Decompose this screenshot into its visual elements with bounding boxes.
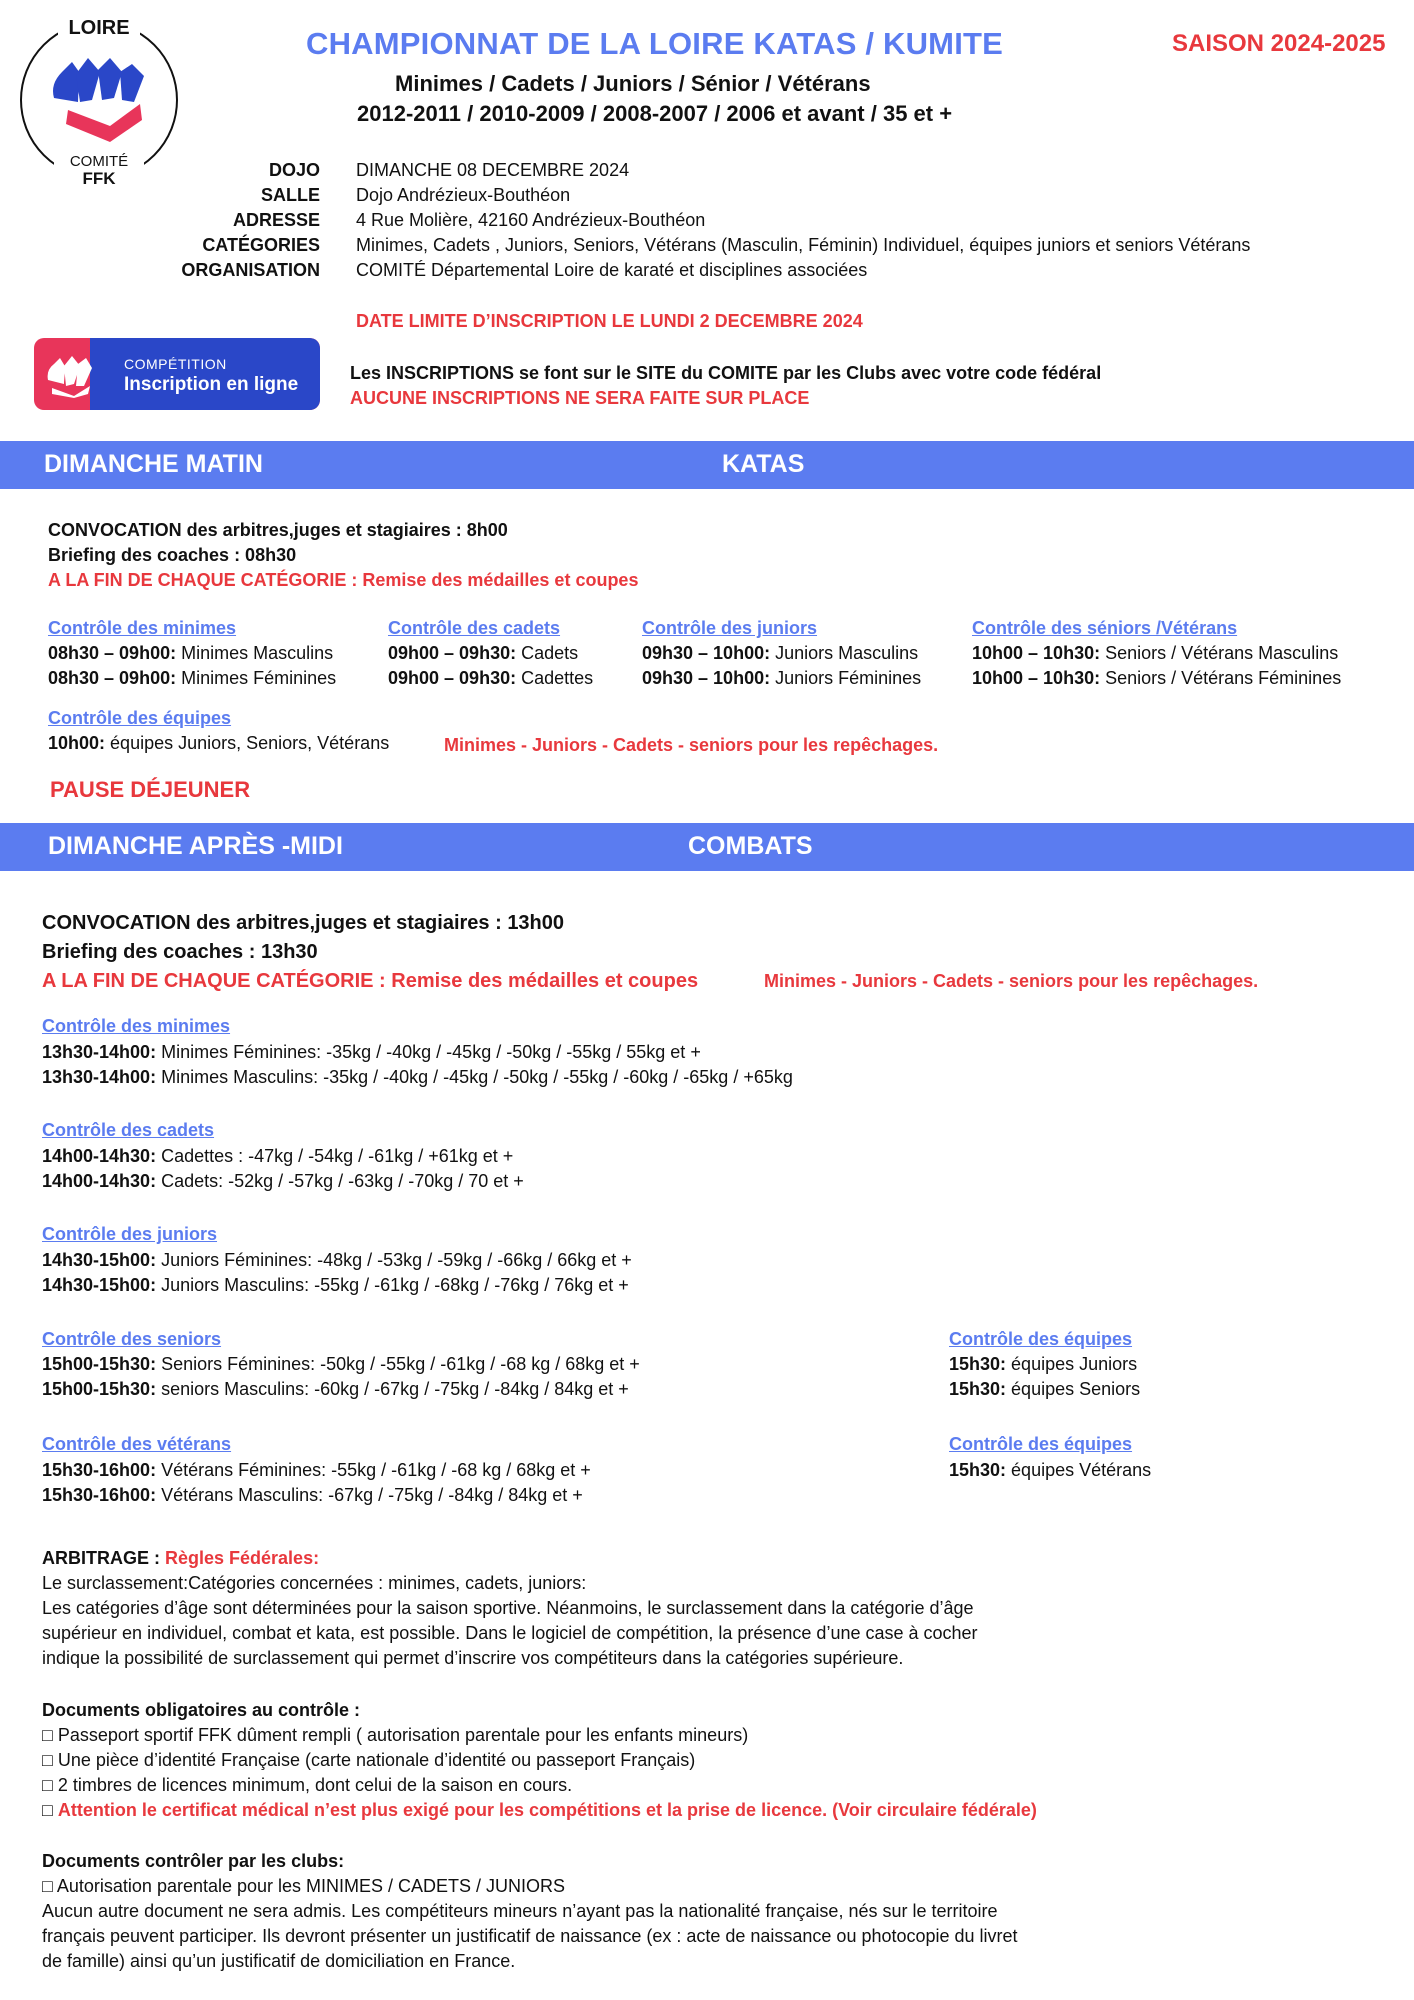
morning-cadets-row2: 09h00 – 09h30: Cadettes xyxy=(388,668,594,688)
karate-glove-icon xyxy=(44,350,94,398)
clubs-item: □ Autorisation parentale pour les MINIMES / CADETS / JUNIORS xyxy=(42,1876,566,1896)
inscription-warning: AUCUNE INSCRIPTIONS NE SERA FAITE SUR PLACE xyxy=(350,388,810,408)
info-value-categories: Minimes, Cadets , Juniors, Seniors, Vétérans (Masculin, Féminin) Individuel, équipes juniors et seniors Vétérans xyxy=(356,235,1251,255)
afternoon-convocation: CONVOCATION des arbitres,juges et stagiaires : 13h00 xyxy=(42,912,565,934)
registration-deadline: DATE LIMITE D’INSCRIPTION LE LUNDI 2 DECEMBRE 2024 xyxy=(356,311,863,331)
morning-head-juniors: Contrôle des juniors xyxy=(642,618,818,638)
afternoon-band xyxy=(0,823,1414,871)
afternoon-head-cadets: Contrôle des cadets xyxy=(42,1120,215,1140)
afternoon-minimes-row1: 13h30-14h00: Minimes Féminines: -35kg / -40kg / -45kg / -50kg / -55kg / 55kg et + xyxy=(42,1042,701,1062)
morning-head-seniors: Contrôle des séniors /Vétérans xyxy=(972,618,1238,638)
afternoon-minimes-row2: 13h30-14h00: Minimes Masculins: -35kg / -40kg / -45kg / -50kg / -55kg / -60kg / -65kg / +65kg xyxy=(42,1067,793,1087)
arbitrage-line-4: indique la possibilité de surclassement qui permet d’inscrire vos compétiteurs dans la catégories supérieure. xyxy=(42,1648,904,1668)
info-label-organisation: ORGANISATION xyxy=(181,260,320,280)
years-line: 2012-2011 / 2010-2009 / 2008-2007 / 2006 et avant / 35 et + xyxy=(357,101,953,126)
info-label-salle: SALLE xyxy=(260,185,320,205)
info-label-categories: CATÉGORIES xyxy=(202,235,320,255)
afternoon-juniors-row2: 14h30-15h00: Juniors Masculins: -55kg / -61kg / -68kg / -76kg / 76kg et + xyxy=(42,1275,629,1295)
afternoon-seniors-row2: 15h00-15h30: seniors Masculins: -60kg / -67kg / -75kg / -84kg / 84kg et + xyxy=(42,1379,629,1399)
info-value-salle: Dojo Andrézieux-Bouthéon xyxy=(356,185,571,205)
season-label: SAISON 2024-2025 xyxy=(1172,30,1386,57)
badge-line2: Inscription en ligne xyxy=(124,374,299,395)
morning-band-right: KATAS xyxy=(722,450,805,478)
clubs-line-1: Aucun autre document ne sera admis. Les compétiteurs mineurs n’ayant pas la nationalité française, nés sur le territoire xyxy=(42,1901,998,1921)
arbitrage-line-2: Les catégories d’âge sont déterminées pour la saison sportive. Néanmoins, le surclassement dans la catégorie d’âge xyxy=(42,1598,974,1618)
info-label-dojo: DOJO xyxy=(268,160,320,180)
afternoon-teams1-row2: 15h30: équipes Seniors xyxy=(949,1379,1141,1399)
afternoon-head-veterans: Contrôle des vétérans xyxy=(42,1434,232,1454)
afternoon-band-right: COMBATS xyxy=(688,832,813,860)
afternoon-teams2-row1: 15h30: équipes Vétérans xyxy=(949,1460,1152,1480)
documents-item-1: □ Passeport sportif FFK dûment rempli ( autorisation parentale pour les enfants mineurs) xyxy=(42,1725,749,1745)
morning-cadets-row1: 09h00 – 09h30: Cadets xyxy=(388,643,579,663)
afternoon-band-left: DIMANCHE APRÈS -MIDI xyxy=(48,832,343,860)
documents-warning: □ Attention le certificat médical n’est plus exigé pour les compétitions et la prise de licence. (Voir circulaire fédérale) xyxy=(42,1800,1037,1820)
clubs-title: Documents contrôler par les clubs: xyxy=(42,1851,345,1871)
afternoon-cadets-row2: 14h00-14h30: Cadets: -52kg / -57kg / -63kg / -70kg / 70 et + xyxy=(42,1171,524,1191)
documents-title: Documents obligatoires au contrôle : xyxy=(42,1700,361,1720)
arbitrage-line-3: supérieur en individuel, combat et kata, est possible. Dans le logiciel de compétition, la présence d’une case à cocher xyxy=(42,1623,978,1643)
checkbox-icon: □ xyxy=(42,1750,53,1770)
afternoon-veterans-row1: 15h30-16h00: Vétérans Féminines: -55kg / -61kg / -68 kg / 68kg et + xyxy=(42,1460,591,1480)
morning-teams-row: 10h00: équipes Juniors, Seniors, Vétérans xyxy=(48,733,390,753)
badge-line1: COMPÉTITION xyxy=(124,356,227,372)
morning-briefing: Briefing des coaches : 08h30 xyxy=(48,545,297,565)
afternoon-briefing: Briefing des coaches : 13h30 xyxy=(42,941,318,963)
info-label-adresse: ADRESSE xyxy=(232,210,320,230)
checkbox-icon: □ xyxy=(42,1725,53,1745)
svg-text:COMITÉ: COMITÉ xyxy=(69,153,129,170)
info-value-organisation: COMITÉ Départemental Loire de karaté et disciplines associées xyxy=(356,260,868,280)
afternoon-head-seniors: Contrôle des seniors xyxy=(42,1329,222,1349)
inscription-info: Les INSCRIPTIONS se font sur le SITE du COMITE par les Clubs avec votre code fédéral xyxy=(350,363,1102,383)
morning-head-minimes: Contrôle des minimes xyxy=(48,618,237,638)
svg-text:FFK: FFK xyxy=(82,169,116,188)
afternoon-repechage: Minimes - Juniors - Cadets - seniors pour les repêchages. xyxy=(764,971,1259,991)
arbitrage-line-1: Le surclassement:Catégories concernées : minimes, cadets, juniors: xyxy=(42,1573,587,1593)
morning-minimes-row2: 08h30 – 09h00: Minimes Féminines xyxy=(48,668,337,688)
checkbox-icon: □ xyxy=(42,1800,53,1820)
morning-seniors-row1: 10h00 – 10h30: Seniors / Vétérans Masculins xyxy=(972,643,1339,663)
morning-convocation: CONVOCATION des arbitres,juges et stagiaires : 8h00 xyxy=(48,520,508,540)
online-registration-button[interactable] xyxy=(34,338,320,410)
afternoon-juniors-row1: 14h30-15h00: Juniors Féminines: -48kg / -53kg / -59kg / -66kg / 66kg et + xyxy=(42,1250,632,1270)
morning-head-teams: Contrôle des équipes xyxy=(48,708,232,728)
morning-juniors-row1: 09h30 – 10h00: Juniors Masculins xyxy=(642,643,919,663)
morning-minimes-row1: 08h30 – 09h00: Minimes Masculins xyxy=(48,643,334,663)
checkbox-icon: □ xyxy=(42,1876,53,1896)
afternoon-medals: A LA FIN DE CHAQUE CATÉGORIE : Remise des médailles et coupes xyxy=(42,970,699,992)
afternoon-head-teams2: Contrôle des équipes xyxy=(949,1434,1133,1454)
lunch-break: PAUSE DÉJEUNER xyxy=(50,777,251,802)
clubs-line-3: de famille) ainsi qu’un justificatif de domiciliation en France. xyxy=(42,1951,516,1971)
documents-item-3: □ 2 timbres de licences minimum, dont celui de la saison en cours. xyxy=(42,1775,573,1795)
page-title: CHAMPIONNAT DE LA LOIRE KATAS / KUMITE xyxy=(306,26,1004,61)
documents-item-2: □ Une pièce d’identité Française (carte nationale d’identité ou passeport Français) xyxy=(42,1750,696,1770)
morning-repechage: Minimes - Juniors - Cadets - seniors pour les repêchages. xyxy=(444,735,939,755)
info-value-adresse: 4 Rue Molière, 42160 Andrézieux-Bouthéon xyxy=(356,210,706,230)
afternoon-head-minimes: Contrôle des minimes xyxy=(42,1016,231,1036)
morning-juniors-row2: 09h30 – 10h00: Juniors Féminines xyxy=(642,668,922,688)
afternoon-seniors-row1: 15h00-15h30: Seniors Féminines: -50kg / -55kg / -61kg / -68 kg / 68kg et + xyxy=(42,1354,640,1374)
afternoon-veterans-row2: 15h30-16h00: Vétérans Masculins: -67kg / -75kg / -84kg / 84kg et + xyxy=(42,1485,583,1505)
arbitrage-heading: ARBITRAGE : Règles Fédérales: xyxy=(42,1548,320,1568)
checkbox-icon: □ xyxy=(42,1775,53,1795)
categories-line: Minimes / Cadets / Juniors / Sénior / Vétérans xyxy=(395,71,871,96)
afternoon-head-teams1: Contrôle des équipes xyxy=(949,1329,1133,1349)
afternoon-head-juniors: Contrôle des juniors xyxy=(42,1224,218,1244)
morning-seniors-row2: 10h00 – 10h30: Seniors / Vétérans Féminines xyxy=(972,668,1342,688)
morning-head-cadets: Contrôle des cadets xyxy=(388,618,561,638)
morning-band xyxy=(0,441,1414,489)
info-value-dojo: DIMANCHE 08 DECEMBRE 2024 xyxy=(356,160,630,180)
afternoon-teams1-row1: 15h30: équipes Juniors xyxy=(949,1354,1138,1374)
afternoon-cadets-row1: 14h00-14h30: Cadettes : -47kg / -54kg / -61kg / +61kg et + xyxy=(42,1146,514,1166)
morning-medals: A LA FIN DE CHAQUE CATÉGORIE : Remise des médailles et coupes xyxy=(48,570,639,590)
morning-band-left: DIMANCHE MATIN xyxy=(44,450,263,478)
clubs-line-2: français peuvent participer. Ils devront présenter un justificatif de naissance (ex : acte de naissance ou photocopie du livret xyxy=(42,1926,1018,1946)
svg-text:LOIRE: LOIRE xyxy=(68,17,130,39)
